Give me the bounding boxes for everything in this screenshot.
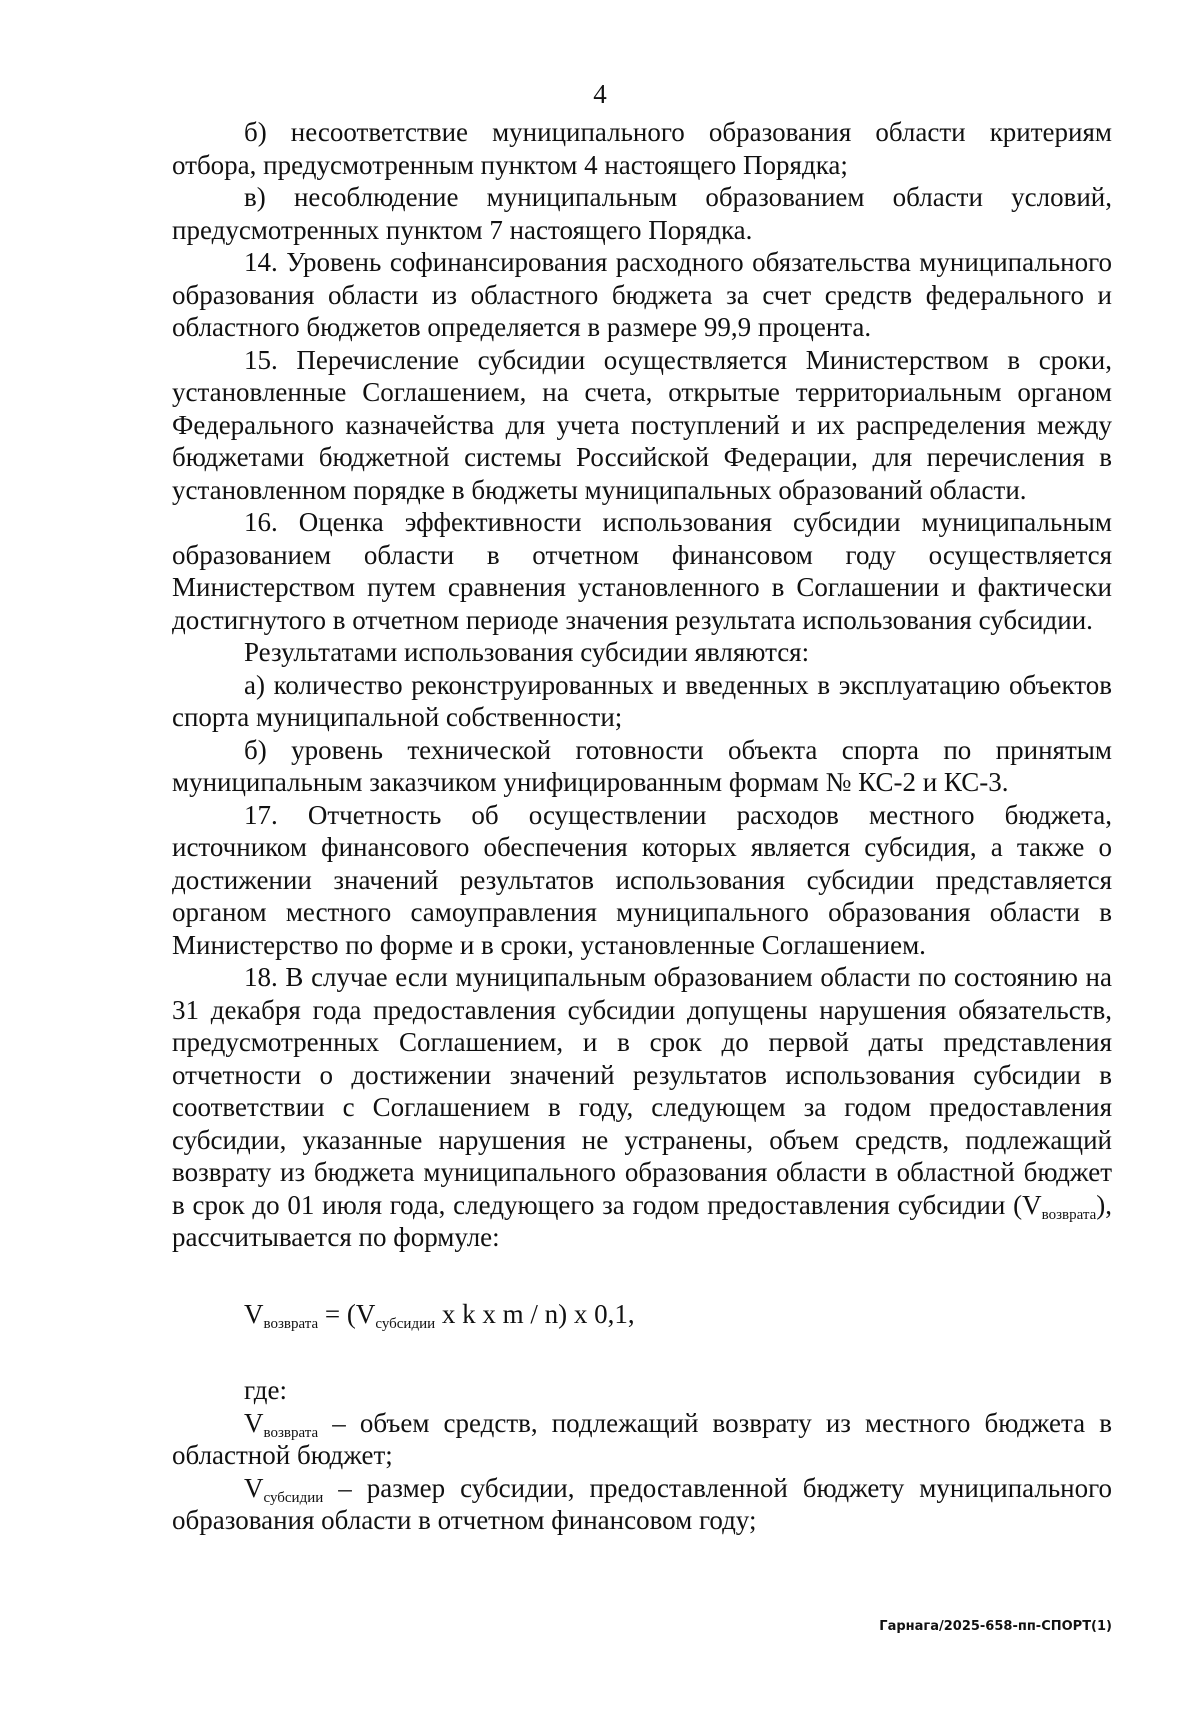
paragraph-14: 14. Уровень софинансирования расходного обязательства муниципального образования области из областного бюджета за счет средств федерального и областного бюджетов определяется в размере 99,9 процента. bbox=[172, 247, 1112, 342]
paragraph-18-text: 18. В случае если муниципальным образованием области по состоянию на 31 декабря года предоставления субсидии допущены нарушения обязательств, предусмотренных Соглашением, и в срок до первой даты представления отчетности о достижении значений результатов использования субсидии в соответствии с Соглашением в году, следующем за годом предоставления субсидии, указанные нарушения не устранены, объем средств, подлежащий возврату из бюджета муниципального образования области в областной бюджет в срок до 01 июля года, следующего за годом предоставления субсидии (V bbox=[172, 962, 1112, 1220]
paragraph-15: 15. Перечисление субсидии осуществляется Министерством в сроки, установленные Соглашением, на счета, открытые территориальным органом Федерального казначейства для учета поступлений и их распределения между бюджетами бюджетной системы Российской Федерации, для перечисления в установленном порядке в бюджеты муниципальных образований области. bbox=[172, 344, 1112, 505]
definition-v-vozvrata bbox=[172, 1407, 1112, 1472]
definition-text: – размер субсидии, предоставленной бюджету муниципального образования области в отчетном финансовом году; bbox=[172, 1472, 1112, 1535]
paragraph-13v: в) несоблюдение муниципальным образованием области условий, предусмотренных пунктом 7 настоящего Порядка. bbox=[172, 182, 1112, 245]
definition-subscript: субсидии bbox=[263, 1489, 324, 1506]
page-number: 4 bbox=[593, 79, 607, 109]
formula-eq: = (V bbox=[318, 1298, 376, 1329]
definition-subscript: возврата bbox=[263, 1424, 319, 1441]
paragraph-13b: б) несоответствие муниципального образования области критериям отбора, предусмотренным пунктом 4 настоящего Порядка; bbox=[172, 117, 1112, 180]
formula-rest: x k x m / n) x 0,1, bbox=[435, 1298, 635, 1329]
definition-symbol: V bbox=[244, 1407, 264, 1438]
where-label: где: bbox=[244, 1375, 287, 1405]
subscript-vozvrata: возврата bbox=[1041, 1206, 1097, 1223]
paragraph-results-intro: Результатами использования субсидии являются: bbox=[244, 637, 810, 667]
formula-v-lhs: V bbox=[244, 1298, 264, 1329]
formula bbox=[172, 1298, 1112, 1331]
paragraph-18-tail: ), рассчитывается по формуле: bbox=[172, 1189, 1112, 1252]
paragraph-result-b: б) уровень технической готовности объекта спорта по принятым муниципальным заказчиком унифицированным формам № КС-2 и КС-3. bbox=[172, 734, 1112, 797]
definition-v-subsidii bbox=[172, 1472, 1112, 1537]
definition-symbol: V bbox=[244, 1472, 264, 1503]
document-footer-code: Гарнага/2025-658-пп-СПОРТ(1) bbox=[879, 1619, 1112, 1634]
document-body bbox=[172, 116, 1112, 1537]
formula-sub-lhs: возврата bbox=[263, 1315, 319, 1332]
paragraph-17: 17. Отчетность об осуществлении расходов местного бюджета, источником финансового обеспечения которых является субсидия, а также о достижении значений результатов использования субсидии представляется органом местного самоуправления муниципального образования области в Министерство по форме и в сроки, установленные Соглашением. bbox=[172, 799, 1112, 960]
paragraph-result-a: а) количество реконструированных и введенных в эксплуатацию объектов спорта муниципальной собственности; bbox=[172, 669, 1112, 732]
paragraph-18 bbox=[172, 961, 1112, 1254]
paragraph-16: 16. Оценка эффективности использования субсидии муниципальным образованием области в отчетном финансовом году осуществляется Министерством путем сравнения установленного в Соглашении и фактически достигнутого в отчетном периоде значения результата использования субсидии. bbox=[172, 507, 1112, 635]
formula-sub-rhs: субсидии bbox=[375, 1315, 436, 1332]
definition-text: – объем средств, подлежащий возврату из местного бюджета в областной бюджет; bbox=[172, 1407, 1112, 1470]
